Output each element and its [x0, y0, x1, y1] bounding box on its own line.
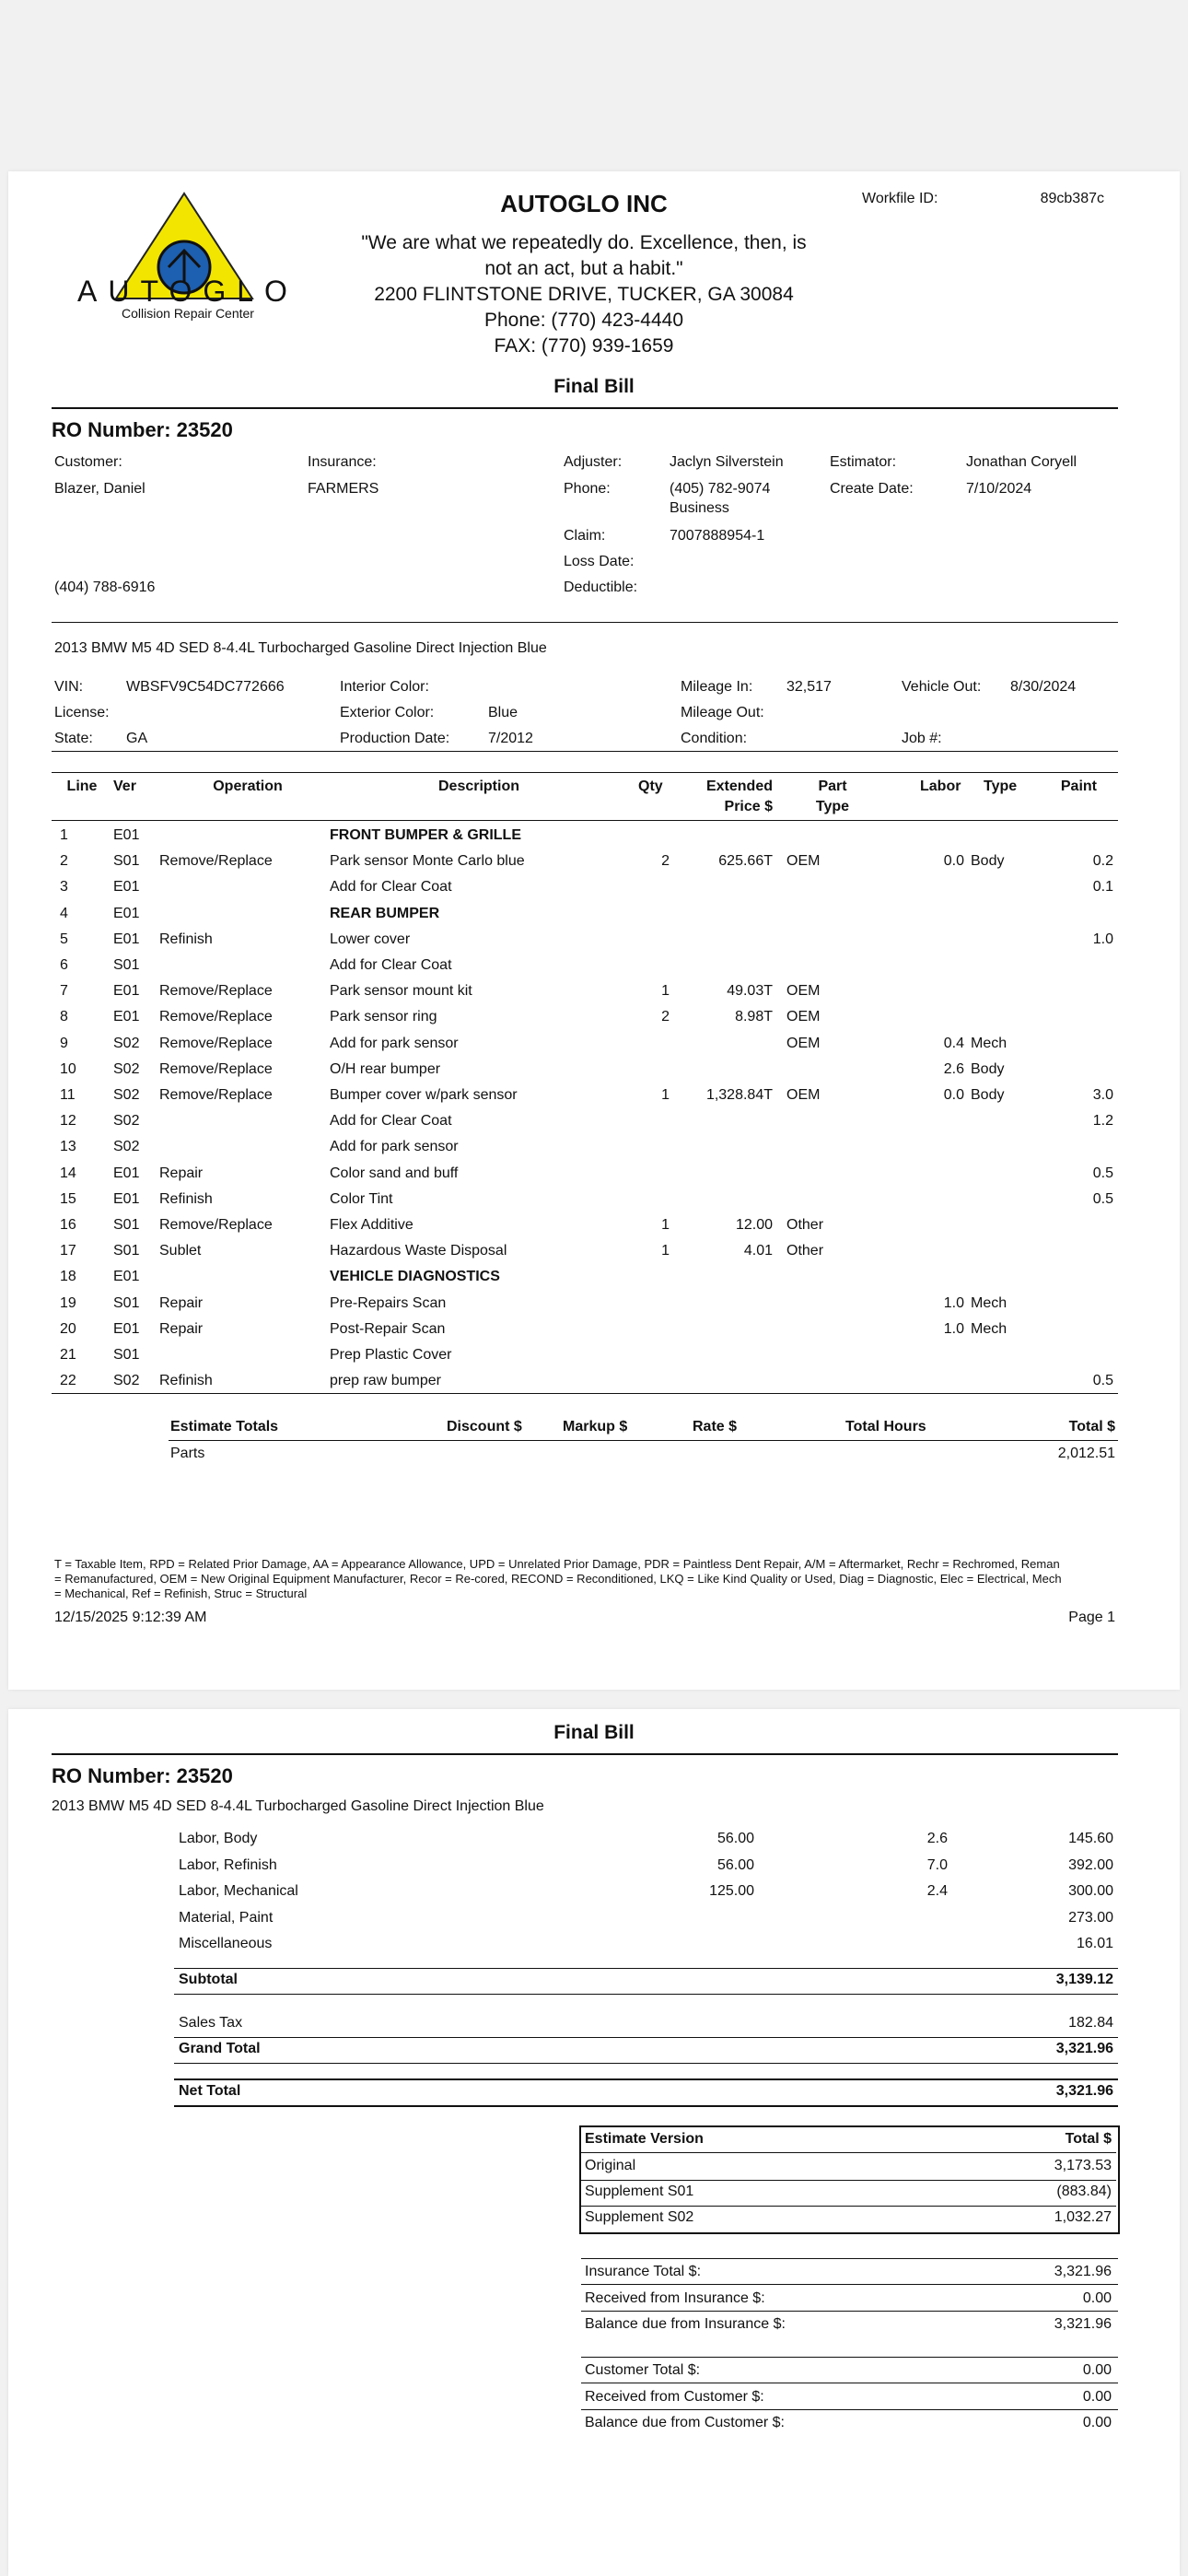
line-version: S01 [113, 1347, 140, 1363]
line-operation: Repair [159, 1320, 204, 1337]
line-version: E01 [113, 983, 140, 1000]
mileage-in-label: Mileage In: [681, 679, 753, 695]
ro-number: RO Number: 23520 [52, 418, 233, 441]
net-total-label: Net Total [179, 2083, 241, 2099]
create-date-label: Create Date: [830, 481, 914, 497]
interior-color-label: Interior Color: [340, 679, 429, 695]
phone-label: Phone: [564, 481, 611, 497]
customer-label: Customer: [54, 454, 122, 470]
customer-phone: (404) 788-6916 [54, 580, 156, 595]
create-date: 7/10/2024 [966, 481, 1032, 497]
exterior-color-label: Exterior Color: [340, 705, 435, 720]
line-labor-type: Mech [971, 1294, 1007, 1311]
line-version: E01 [113, 1190, 140, 1207]
total-line-hours: 7.0 [926, 1856, 948, 1873]
line-labor-type: Body [971, 853, 1005, 870]
line-version: E01 [113, 1320, 140, 1337]
line-description: Flex Additive [330, 1217, 413, 1233]
line-version: S02 [113, 1139, 140, 1155]
col-header-paint: Paint [1060, 779, 1097, 794]
line-qty: 1 [661, 1243, 670, 1259]
total-line-rate: 125.00 [709, 1883, 754, 1899]
line-extended-price: 12.00 [735, 1217, 773, 1233]
line-description: Park sensor ring [330, 1009, 437, 1025]
col-header-part: Part [818, 779, 847, 794]
line-number: 20 [60, 1320, 76, 1337]
estimate-totals-rule [169, 1440, 1118, 1441]
vehicle-out-value: 8/30/2024 [1010, 679, 1077, 695]
insurance-summary-rule [581, 2311, 1118, 2312]
title-rule-page2 [52, 1753, 1118, 1755]
version-label: Supplement S02 [585, 2209, 694, 2225]
grand-total-bottom-rule [174, 2063, 1118, 2064]
line-part-type: OEM [786, 1035, 821, 1051]
customer-summary-label: Received from Customer $: [585, 2388, 764, 2405]
line-operation: Refinish [159, 1190, 213, 1207]
parts-total: 2,012.51 [1057, 1446, 1115, 1461]
line-operation: Remove/Replace [159, 1035, 273, 1051]
customer-summary-value: 0.00 [1082, 2362, 1112, 2378]
production-date-label: Production Date: [340, 731, 450, 746]
adjuster-name: Jaclyn Silverstein [670, 454, 784, 470]
line-description: Hazardous Waste Disposal [330, 1243, 507, 1259]
insurance-company: FARMERS [308, 481, 379, 497]
line-version: S01 [113, 957, 140, 973]
line-paint: 0.5 [1092, 1165, 1113, 1181]
workfile-label: Workfile ID: [862, 191, 938, 206]
total-hours-header: Total Hours [845, 1419, 926, 1434]
adjuster-phone-type: Business [670, 500, 729, 516]
line-extended-price: 625.66T [718, 853, 773, 870]
line-number: 13 [60, 1139, 76, 1155]
grand-total-top-rule [174, 2037, 1118, 2038]
company-address: 2200 FLINTSTONE DRIVE, TUCKER, GA 30084 [374, 284, 794, 305]
line-version: S02 [113, 1373, 140, 1389]
net-total-bottom-rule [174, 2105, 1118, 2107]
line-number: 19 [60, 1294, 76, 1311]
markup-header: Markup $ [563, 1419, 628, 1434]
license-label: License: [54, 705, 110, 720]
line-number: 2 [60, 853, 68, 870]
line-qty: 1 [661, 1087, 670, 1103]
total-line-amount: 273.00 [1068, 1909, 1113, 1926]
estimate-version-header-rule [581, 2152, 1116, 2153]
logo-wordmark: AUTOGLO [77, 275, 298, 308]
state-label: State: [54, 731, 93, 746]
line-number: 18 [60, 1269, 76, 1285]
total-line-label: Labor, Mechanical [179, 1883, 298, 1899]
loss-date-label: Loss Date: [564, 554, 635, 569]
logo-subtitle: Collision Repair Center [122, 306, 254, 321]
col-header-type: Type [984, 779, 1018, 794]
estimate-version-header: Estimate Version [585, 2131, 704, 2147]
exterior-color-value: Blue [488, 705, 518, 720]
parts-label: Parts [170, 1446, 205, 1461]
line-part-type: Other [786, 1217, 824, 1233]
version-row-rule [581, 2206, 1116, 2207]
version-value: 1,032.27 [1054, 2209, 1112, 2225]
line-version: E01 [113, 931, 140, 947]
section-header: FRONT BUMPER & GRILLE [330, 827, 521, 843]
line-labor-type: Body [971, 1060, 1005, 1077]
line-operation: Remove/Replace [159, 853, 273, 870]
vehicle-description-page2: 2013 BMW M5 4D SED 8-4.4L Turbocharged Gasoline Direct Injection Blue [52, 1798, 544, 1814]
title-rule [52, 407, 1118, 409]
line-version: E01 [113, 827, 140, 843]
line-version: E01 [113, 1165, 140, 1181]
line-labor: 0.4 [943, 1035, 964, 1051]
company-logo [64, 190, 312, 328]
line-part-type: OEM [786, 983, 821, 1000]
line-labor: 1.0 [943, 1320, 964, 1337]
col-header-description: Description [437, 779, 519, 794]
col-header-ver: Ver [113, 779, 136, 794]
line-description: Prep Plastic Cover [330, 1347, 452, 1363]
line-number: 10 [60, 1060, 76, 1077]
line-operation: Remove/Replace [159, 1060, 273, 1077]
line-description: Color Tint [330, 1190, 393, 1207]
company-fax: FAX: (770) 939-1659 [494, 335, 674, 357]
adjuster-label: Adjuster: [564, 454, 623, 470]
line-number: 12 [60, 1113, 76, 1130]
line-extended-price: 49.03T [727, 983, 773, 1000]
line-paint: 0.5 [1092, 1190, 1113, 1207]
insurance-summary-rule [581, 2258, 1118, 2259]
line-number: 17 [60, 1243, 76, 1259]
customer-summary-label: Customer Total $: [585, 2362, 701, 2378]
line-number: 14 [60, 1165, 76, 1181]
line-operation: Remove/Replace [159, 983, 273, 1000]
line-version: E01 [113, 905, 140, 921]
insurance-summary-label: Received from Insurance $: [585, 2289, 765, 2306]
line-description: Bumper cover w/park sensor [330, 1087, 518, 1103]
col-header-labor: Labor [920, 779, 961, 794]
line-version: S02 [113, 1060, 140, 1077]
line-description: Add for park sensor [330, 1139, 459, 1155]
table-bottom-rule [52, 1393, 1118, 1394]
sales-tax-label: Sales Tax [179, 2015, 243, 2031]
total-line-label: Material, Paint [179, 1909, 274, 1926]
customer-summary-label: Balance due from Customer $: [585, 2415, 785, 2430]
total-line-hours: 2.4 [926, 1883, 948, 1899]
claim-number: 7007888954-1 [670, 528, 765, 544]
line-operation: Remove/Replace [159, 1087, 273, 1103]
line-labor-type: Mech [971, 1035, 1007, 1051]
production-date-value: 7/2012 [488, 731, 533, 746]
line-description: Add for park sensor [330, 1035, 459, 1051]
total-line-amount: 392.00 [1068, 1856, 1113, 1873]
version-label: Supplement S01 [585, 2184, 694, 2199]
line-paint: 0.2 [1092, 853, 1113, 870]
total-line-amount: 300.00 [1068, 1883, 1113, 1899]
estimate-totals-header: Estimate Totals [170, 1419, 279, 1434]
print-timestamp: 12/15/2025 9:12:39 AM [54, 1610, 207, 1625]
bill-page-2 [8, 1709, 1180, 2576]
line-operation: Refinish [159, 1373, 213, 1389]
customer-name: Blazer, Daniel [54, 481, 146, 497]
line-description: Park sensor Monte Carlo blue [330, 853, 525, 870]
mileage-out-label: Mileage Out: [681, 705, 764, 720]
line-paint: 1.2 [1092, 1113, 1113, 1130]
line-description: prep raw bumper [330, 1373, 441, 1389]
line-part-type: OEM [786, 1087, 821, 1103]
total-line-amount: 145.60 [1068, 1831, 1113, 1846]
line-qty: 1 [661, 983, 670, 1000]
version-value: 3,173.53 [1054, 2158, 1112, 2173]
customer-summary-rule [581, 2357, 1118, 2358]
version-label: Original [585, 2158, 636, 2173]
insurance-summary-value: 3,321.96 [1054, 2316, 1112, 2332]
line-version: S01 [113, 853, 140, 870]
vin-value: WBSFV9C54DC772666 [126, 679, 285, 695]
line-number: 11 [60, 1087, 76, 1103]
job-number-label: Job #: [902, 731, 942, 746]
abbreviation-footnote: T = Taxable Item, RPD = Related Prior Damage, AA = Appearance Allowance, UPD = Unrelated Prior Damage, PDR = Paintless Dent Repair, A/M = Aftermarket, Rechr = Rechromed, Reman = Remanufactured, OEM = New Original Equipment Manufacturer, Recor = Re-cored, RECOND = Reconditioned, LKQ = Like Kind Quality or Used, Diag = Diagnostic, Elec = Electrical, Mech = Mechanical, Ref = Refinish, Struc = Structural [54, 1557, 1062, 1600]
line-labor-type: Body [971, 1087, 1005, 1103]
deductible-label: Deductible: [564, 580, 638, 595]
line-paint: 3.0 [1092, 1087, 1113, 1103]
doc-title-page2: Final Bill [553, 1722, 635, 1743]
col-header-part-type: Type [815, 799, 850, 814]
grand-total-label: Grand Total [179, 2041, 261, 2056]
line-part-type: OEM [786, 1009, 821, 1025]
line-part-type: OEM [786, 853, 821, 870]
ro-number-page2: RO Number: 23520 [52, 1764, 233, 1787]
total-line-amount: 16.01 [1076, 1936, 1113, 1951]
line-labor: 2.6 [943, 1060, 964, 1077]
line-version: S01 [113, 1294, 140, 1311]
line-description: Add for Clear Coat [330, 879, 452, 896]
line-qty: 2 [661, 853, 670, 870]
line-labor-type: Mech [971, 1320, 1007, 1337]
line-number: 1 [60, 827, 68, 843]
company-motto: "We are what we repeatedly do. Excellence, then, is not an act, but a habit." [361, 232, 807, 279]
col-header-qty: Qty [638, 779, 663, 794]
insurance-summary-label: Balance due from Insurance $: [585, 2316, 786, 2332]
subtotal-bottom-rule [174, 1994, 1118, 1995]
line-paint: 0.5 [1092, 1373, 1113, 1389]
line-version: S01 [113, 1243, 140, 1259]
line-version: E01 [113, 879, 140, 896]
line-operation: Sublet [159, 1243, 202, 1259]
total-line-hours: 2.6 [926, 1831, 948, 1846]
sales-tax-value: 182.84 [1068, 2015, 1113, 2031]
line-description: Park sensor mount kit [330, 983, 472, 1000]
total-line-label: Labor, Refinish [179, 1856, 277, 1873]
state-value: GA [126, 731, 148, 746]
insurance-summary-value: 0.00 [1082, 2289, 1112, 2306]
mileage-in-value: 32,517 [786, 679, 832, 695]
line-description: Add for Clear Coat [330, 957, 452, 973]
col-header-extended: Extended [705, 779, 773, 794]
page-number: Page 1 [1068, 1610, 1115, 1625]
total-line-label: Labor, Body [179, 1831, 258, 1846]
line-number: 22 [60, 1373, 76, 1389]
workfile-id: 89cb387c [1040, 191, 1104, 206]
adjuster-phone: (405) 782-9074 [670, 481, 771, 497]
doc-title: Final Bill [553, 376, 635, 397]
line-description: Lower cover [330, 931, 411, 947]
line-operation: Repair [159, 1294, 204, 1311]
line-number: 7 [60, 983, 68, 1000]
line-version: S02 [113, 1113, 140, 1130]
estimate-version-total-header: Total $ [1065, 2131, 1112, 2147]
version-value: (883.84) [1056, 2184, 1112, 2199]
section-header: REAR BUMPER [330, 905, 440, 921]
section-header: VEHICLE DIAGNOSTICS [330, 1269, 500, 1285]
line-description: Add for Clear Coat [330, 1113, 452, 1130]
bill-page-1 [8, 171, 1180, 1690]
customer-summary-value: 0.00 [1082, 2415, 1112, 2430]
customer-summary-rule [581, 2409, 1118, 2410]
line-labor: 0.0 [943, 853, 964, 870]
total-line-label: Miscellaneous [179, 1936, 273, 1951]
subtotal-value: 3,139.12 [1055, 1972, 1113, 1987]
insurance-summary-value: 3,321.96 [1054, 2264, 1112, 2279]
customer-summary-value: 0.00 [1082, 2388, 1112, 2405]
line-number: 21 [60, 1347, 76, 1363]
total-line-rate: 56.00 [716, 1831, 754, 1846]
line-extended-price: 8.98T [735, 1009, 773, 1025]
line-extended-price: 4.01 [743, 1243, 773, 1259]
line-operation: Remove/Replace [159, 1217, 273, 1233]
info-rule [52, 622, 1118, 623]
line-version: S01 [113, 1217, 140, 1233]
total-header: Total $ [1068, 1419, 1115, 1434]
line-version: E01 [113, 1269, 140, 1285]
company-phone: Phone: (770) 423-4440 [484, 310, 683, 331]
line-number: 3 [60, 879, 68, 896]
insurance-label: Insurance: [308, 454, 377, 470]
line-number: 9 [60, 1035, 68, 1051]
line-version: S02 [113, 1035, 140, 1051]
vehicle-rule [52, 751, 1118, 752]
line-description: Color sand and buff [330, 1165, 459, 1181]
grand-total-value: 3,321.96 [1055, 2041, 1113, 2056]
vehicle-out-label: Vehicle Out: [902, 679, 982, 695]
condition-label: Condition: [681, 731, 748, 746]
line-part-type: Other [786, 1243, 824, 1259]
line-qty: 1 [661, 1217, 670, 1233]
line-labor: 1.0 [943, 1294, 964, 1311]
subtotal-top-rule [174, 1968, 1118, 1969]
vin-label: VIN: [54, 679, 84, 695]
line-version: E01 [113, 1009, 140, 1025]
total-line-rate: 56.00 [716, 1856, 754, 1873]
insurance-summary-rule [581, 2284, 1118, 2285]
line-number: 5 [60, 931, 68, 947]
version-row-rule [581, 2180, 1116, 2181]
estimator-label: Estimator: [830, 454, 897, 470]
line-paint: 0.1 [1092, 879, 1113, 896]
col-header-operation: Operation [213, 779, 283, 794]
line-version: S02 [113, 1087, 140, 1103]
line-description: Post-Repair Scan [330, 1320, 446, 1337]
line-paint: 1.0 [1092, 931, 1113, 947]
table-header-rule [52, 820, 1118, 821]
line-number: 8 [60, 1009, 68, 1025]
company-name: AUTOGLO INC [500, 190, 668, 217]
insurance-summary-label: Insurance Total $: [585, 2264, 702, 2279]
estimator-name: Jonathan Coryell [966, 454, 1077, 470]
discount-header: Discount $ [447, 1419, 522, 1434]
line-operation: Refinish [159, 931, 213, 947]
net-total-top-rule [174, 2078, 1118, 2080]
claim-label: Claim: [564, 528, 606, 544]
col-header-price: Price $ [724, 799, 773, 814]
line-operation: Remove/Replace [159, 1009, 273, 1025]
line-description: O/H rear bumper [330, 1060, 441, 1077]
line-number: 4 [60, 905, 68, 921]
line-operation: Repair [159, 1165, 204, 1181]
line-qty: 2 [661, 1009, 670, 1025]
line-description: Pre-Repairs Scan [330, 1294, 447, 1311]
subtotal-label: Subtotal [179, 1972, 238, 1987]
line-number: 16 [60, 1217, 76, 1233]
line-extended-price: 1,328.84T [705, 1087, 773, 1103]
net-total-value: 3,321.96 [1055, 2083, 1113, 2099]
vehicle-description: 2013 BMW M5 4D SED 8-4.4L Turbocharged Gasoline Direct Injection Blue [54, 640, 547, 656]
line-number: 15 [60, 1190, 76, 1207]
table-top-rule [52, 772, 1118, 773]
line-number: 6 [60, 957, 68, 973]
rate-header: Rate $ [693, 1419, 738, 1434]
line-labor: 0.0 [943, 1087, 964, 1103]
col-header-line: Line [66, 779, 98, 794]
